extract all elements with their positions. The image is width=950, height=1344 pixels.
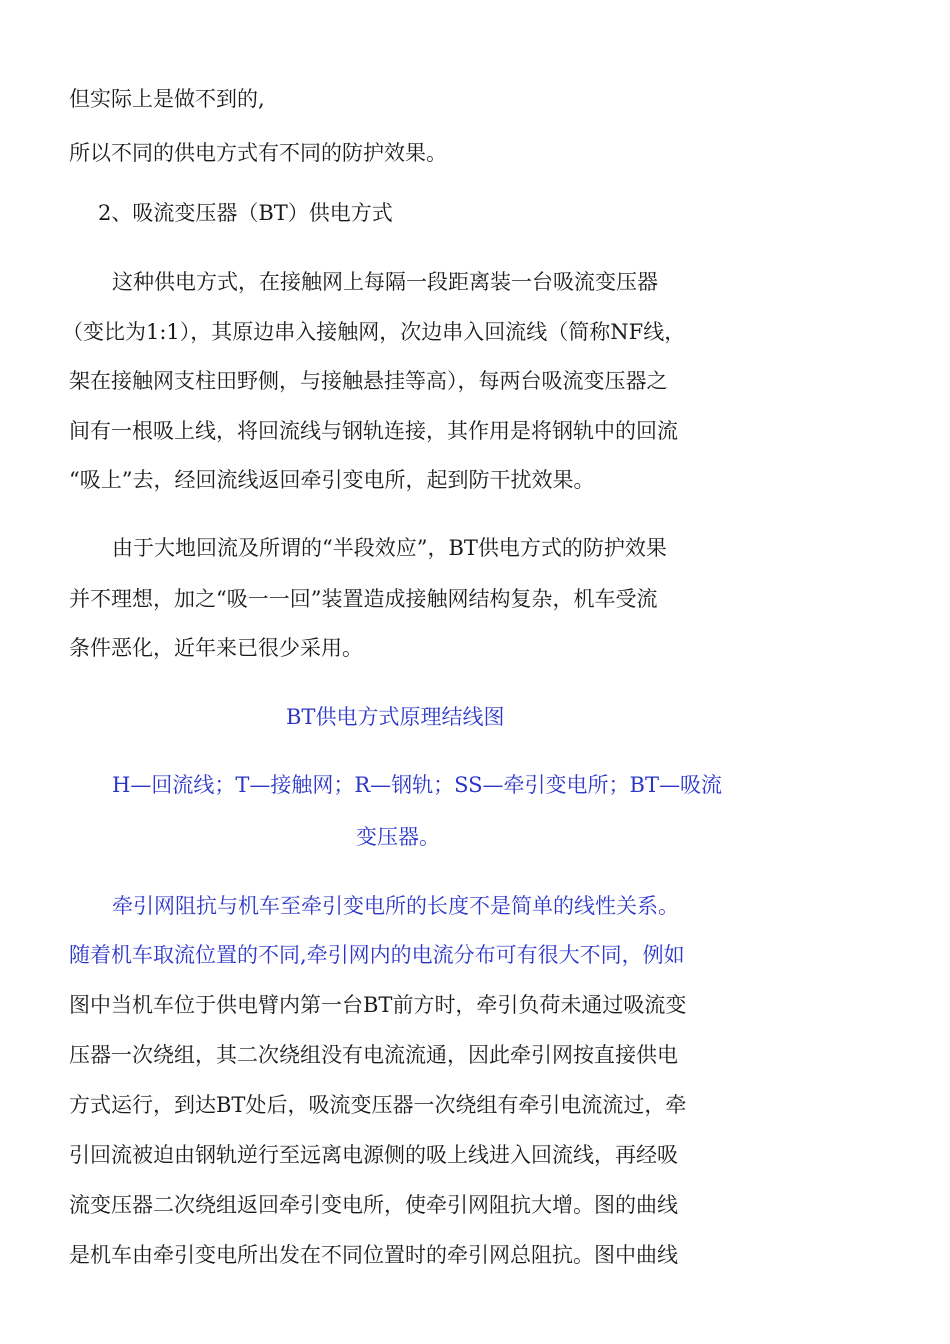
paragraph-3-line-2: 随着机车取流位置的不同,牵引网内的电流分布可有很大不同，例如 (69, 943, 685, 967)
text-line-1: 但实际上是做不到的, (69, 87, 265, 111)
paragraph-3-line-6: 引回流被迫由钢轨逆行至远离电源侧的吸上线进入回流线，再经吸 (69, 1143, 678, 1167)
paragraph-3-line-5: 方式运行，到达BT处后，吸流变压器一次绕组有牵引电流流过，牵 (69, 1093, 687, 1117)
paragraph-1-line-4: 间有一根吸上线，将回流线与钢轨连接，其作用是将钢轨中的回流 (69, 419, 678, 443)
paragraph-3-line-7: 流变压器二次绕组返回牵引变电所，使牵引网阻抗大增。图的曲线 (69, 1193, 678, 1217)
paragraph-2-line-2: 并不理想，加之“吸一一回”装置造成接触网结构复杂，机车受流 (69, 587, 658, 611)
figure-legend-line-1: H—回流线；T—接触网；R—钢轨；SS—牵引变电所；BT—吸流 (112, 773, 722, 797)
paragraph-1-line-1: 这种供电方式，在接触网上每隔一段距离装一台吸流变压器 (112, 270, 658, 294)
paragraph-3-line-1: 牵引网阻抗与机车至牵引变电所的长度不是简单的线性关系。 (112, 894, 679, 918)
paragraph-3-line-4: 压器一次绕组，其二次绕组没有电流流通，因此牵引网按直接供电 (69, 1043, 678, 1067)
paragraph-2-line-1: 由于大地回流及所谓的“半段效应”，BT供电方式的防护效果 (112, 536, 667, 560)
paragraph-1-line-3: 架在接触网支柱田野侧，与接触悬挂等高），每两台吸流变压器之 (69, 369, 668, 393)
figure-caption: BT供电方式原理结线图 (286, 705, 505, 729)
paragraph-1-line-5: “吸上”去，经回流线返回牵引变电所，起到防干扰效果。 (69, 468, 595, 492)
paragraph-2-line-3: 条件恶化，近年来已很少采用。 (69, 636, 363, 660)
paragraph-3-line-3: 图中当机车位于供电臂内第一台BT前方时，牵引负荷未通过吸流变 (69, 993, 687, 1017)
paragraph-1-line-2: （变比为1:1），其原边串入接触网，次边串入回流线（简称NF线， (62, 320, 686, 344)
section-heading: 2、吸流变压器（BT）供电方式 (98, 201, 393, 225)
text-line-2: 所以不同的供电方式有不同的防护效果。 (69, 141, 447, 165)
paragraph-3-line-8: 是机车由牵引变电所出发在不同位置时的牵引网总阻抗。图中曲线 (69, 1243, 678, 1267)
figure-legend-line-2: 变压器。 (356, 825, 440, 849)
